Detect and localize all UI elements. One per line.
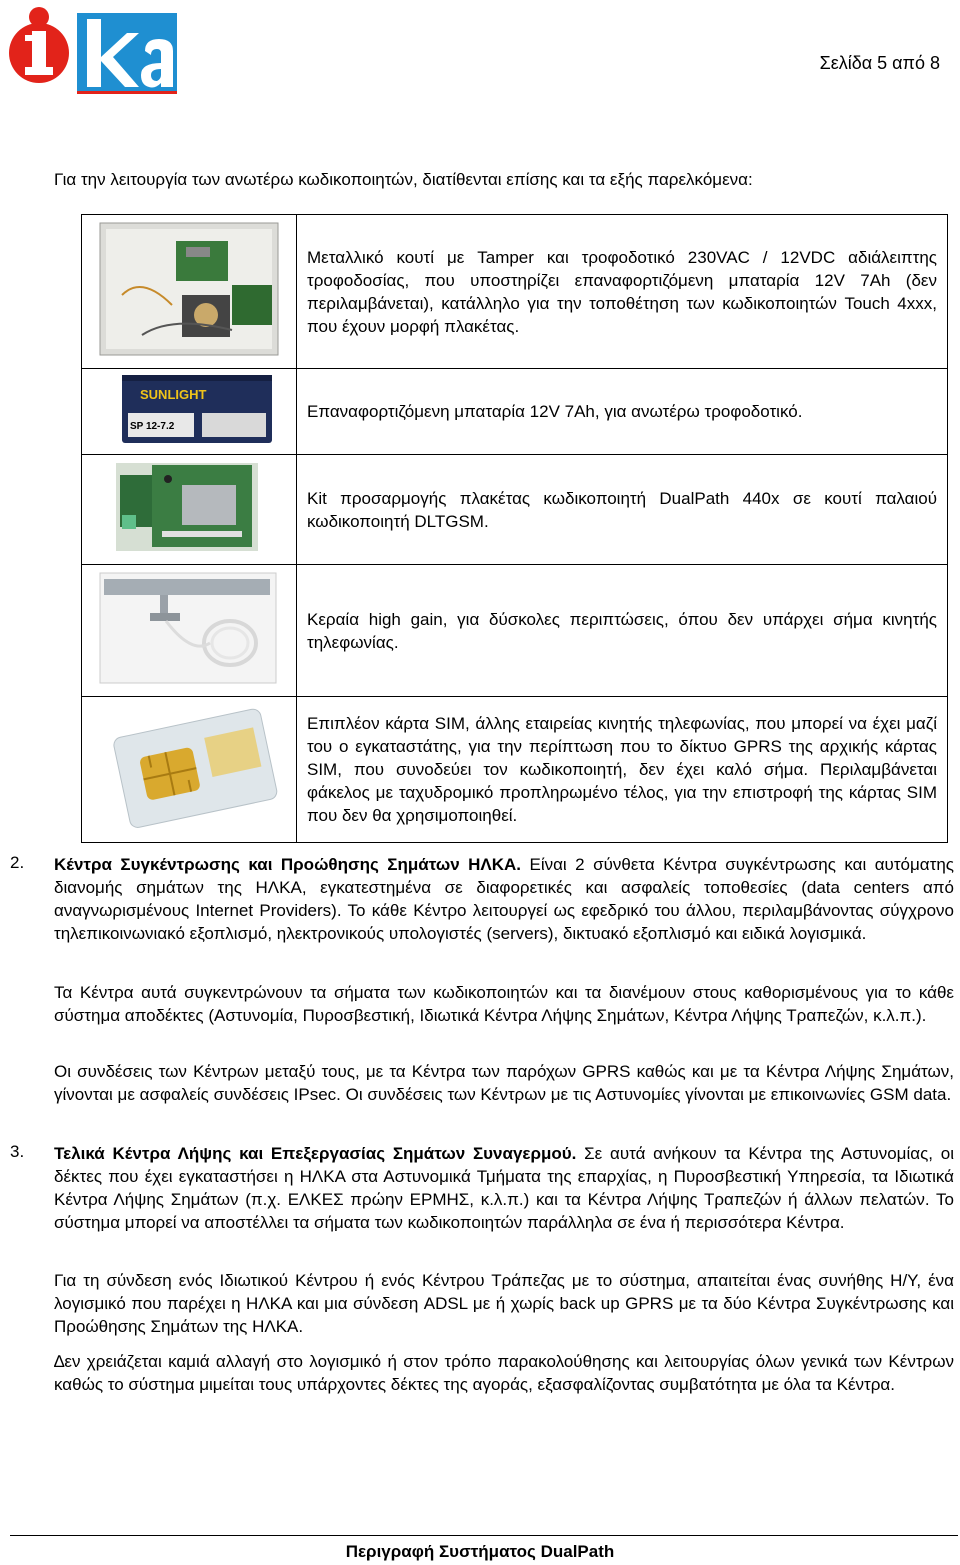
- table-row: [82, 369, 948, 455]
- picture-cell: [82, 565, 297, 697]
- section-number: 3.: [10, 1142, 25, 1161]
- item-description: Μεταλλικό κουτί με Tamper και τροφοδοτικό 230VAC / 12VDC αδιάλειπτης τροφοδοσίας, που υποστηρίζει επαναφορτιζόμενη μπαταρία 12V 7Ah (δεν περιλαμβάνεται), κατάλληλο για την τοποθέτηση των κωδικοποιητών Touch 4xxx, που έχουν μορφή πλακέτας.: [297, 215, 948, 369]
- intro-paragraph: Για την λειτουργία των ανωτέρω κωδικοποιητών, διατίθενται επίσης και τα εξής παρελκόμενα:: [54, 170, 753, 189]
- section-2-paragraph-1: [54, 853, 954, 945]
- page-footer: Περιγραφή Συστήματος DualPath: [345, 1542, 615, 1561]
- sim-card-photo: [82, 697, 296, 837]
- section-2-text: Είναι 2 σύνθετα Κέντρα συγκέντρωσης και αυτόματης διανομής σημάτων της ΗΛΚΑ, εγκατεστημένα σε διαφορετικές και ασφαλείς τοποθεσίες (data centers από αναγνωρισμένους Internet Providers). Το κάθε Κέντρο λειτουργεί ως εφεδρικό του άλλου, περιλαμβάνοντας σύγχρονο τηλεπικοινωνιακό εξοπλισμό, ηλεκτρονικούς υπολογιστές (servers), δικτυακό εξοπλισμό και ειδικά λογισμικά.: [54, 855, 955, 943]
- ika-logo: [5, 5, 181, 99]
- section-3-paragraph-3: ∆εν χρειάζεται καμιά αλλαγή στο λογισμικό ή στον τρόπο παρακολούθησης και λειτουργίας όλων γενικά των Κέντρων καθώς το σύστημα μιμείται τους υπάρχοντες δέκτες της αγοράς, εξασφαλίζοντας συμβατότητα με όλα τα Κέντρα.: [54, 1352, 954, 1394]
- section-2-paragraph-2: Τα Κέντρα αυτά συγκεντρώνουν τα σήματα των κωδικοποιητών και τα διανέμουν στους καθορισμένους για το κάθε σύστημα αποδέκτες (Αστυνομία, Πυροσβεστική, Ιδιωτικά Κέντρα Λήψης Σημάτων, Κέντρα Λήψης Τραπεζών, κ.λ.π.).: [54, 983, 954, 1025]
- section-2-title: Κέντρα Συγκέντρωσης και Προώθησης Σημάτων ΗΛΚΑ.: [54, 855, 522, 874]
- metal-box-photo: [82, 215, 296, 363]
- picture-cell: [82, 215, 297, 369]
- section-3-paragraph-2: Για τη σύνδεση ενός Ιδιωτικού Κέντρου ή ενός Κέντρου Τράπεζας με το σύστημα, απαιτείται ένας συνήθης Η/Υ, ένα λογισμικό που παρέχει η ΗΛΚΑ και μια σύνδεση ADSL με ή χωρίς back up GPRS με τα δύο Κέντρα Συγκέντρωσης και Προώθησης Σημάτων της ΗΛΚΑ.: [54, 1271, 954, 1336]
- picture-cell: [82, 455, 297, 565]
- footer-divider: [10, 1535, 958, 1536]
- picture-cell: [82, 369, 297, 455]
- item-description: Επιπλέον κάρτα SIM, άλλης εταιρείας κινητής τηλεφωνίας, που μπορεί να έχει μαζί του ο εγκαταστάτης, για την περίπτωση που το δίκτυο GPRS της αρχικής κάρτας SIM, που συνοδεύει τον κωδικοποιητή, δεν έχει καλό σήμα. Περιλαμβάνεται φάκελος με ταχυδρομικό προπληρωμένο τέλος, για την επιστροφή της κάρτας SIM που δεν θα χρησιμοποιηθεί.: [297, 697, 948, 843]
- table-row: [82, 697, 948, 843]
- circuit-board-photo: [82, 455, 296, 559]
- antenna-photo: [82, 565, 296, 691]
- section-3-title: Τελικά Κέντρα Λήψης και Επεξεργασίας Σημάτων Συναγερμού.: [54, 1144, 577, 1163]
- svg-text:SUNLIGHT: SUNLIGHT: [140, 387, 207, 402]
- section-3-paragraph-1: [54, 1142, 954, 1234]
- table-row: [82, 455, 948, 565]
- page-number: Σελίδα 5 από 8: [819, 53, 940, 73]
- item-description: Κεραία high gain, για δύσκολες περιπτώσεις, όπου δεν υπάρχει σήμα κινητής τηλεφωνίας.: [297, 565, 948, 697]
- battery-photo: [82, 369, 296, 449]
- table-row: [82, 215, 948, 369]
- item-description: Επαναφορτιζόμενη μπαταρία 12V 7Ah, για ανωτέρω τροφοδοτικό.: [297, 369, 948, 455]
- accessories-table: [81, 214, 948, 843]
- section-2-paragraph-3: Οι συνδέσεις των Κέντρων μεταξύ τους, με τα Κέντρα των παρόχων GPRS καθώς και με τα Κέντρα Λήψης Σημάτων, γίνονται με ασφαλείς συνδέσεις IPsec. Οι συνδέσεις των Κέντρων με τις Αστυνομίες γίνονται με επικοινωνίες GSM data.: [54, 1062, 954, 1104]
- section-3-text: Σε αυτά ανήκουν τα Κέντρα της Αστυνομίας, οι δέκτες που έχει εγκαταστήσει η ΗΛΚΑ στα Αστυνομικά Τμήματα της επαρχίας, η Πυροσβεστική Υπηρεσία, τα Ιδιωτικά Κέντρα Λήψης Σημάτων (π.χ. ΕΛΚΕΣ πρώην ΕΡΜΗΣ, κ.λ.π.) και τα Κέντρα Λήψης Τραπεζών ή άλλων πελατών. Το σύστημα μπορεί να αποστέλλει τα σήματα των κωδικοποιητών παράλληλα σε ένα ή περισσότερα Κέντρα.: [54, 1144, 954, 1232]
- picture-cell: [82, 697, 297, 843]
- item-description: Kit προσαρμογής πλακέτας κωδικοποιητή DualPath 440x σε κουτί παλαιού κωδικοποιητή DLTGSM.: [297, 455, 948, 565]
- section-number: 2.: [10, 853, 25, 872]
- table-row: [82, 565, 948, 697]
- svg-text:SP 12-7.2: SP 12-7.2: [130, 421, 175, 432]
